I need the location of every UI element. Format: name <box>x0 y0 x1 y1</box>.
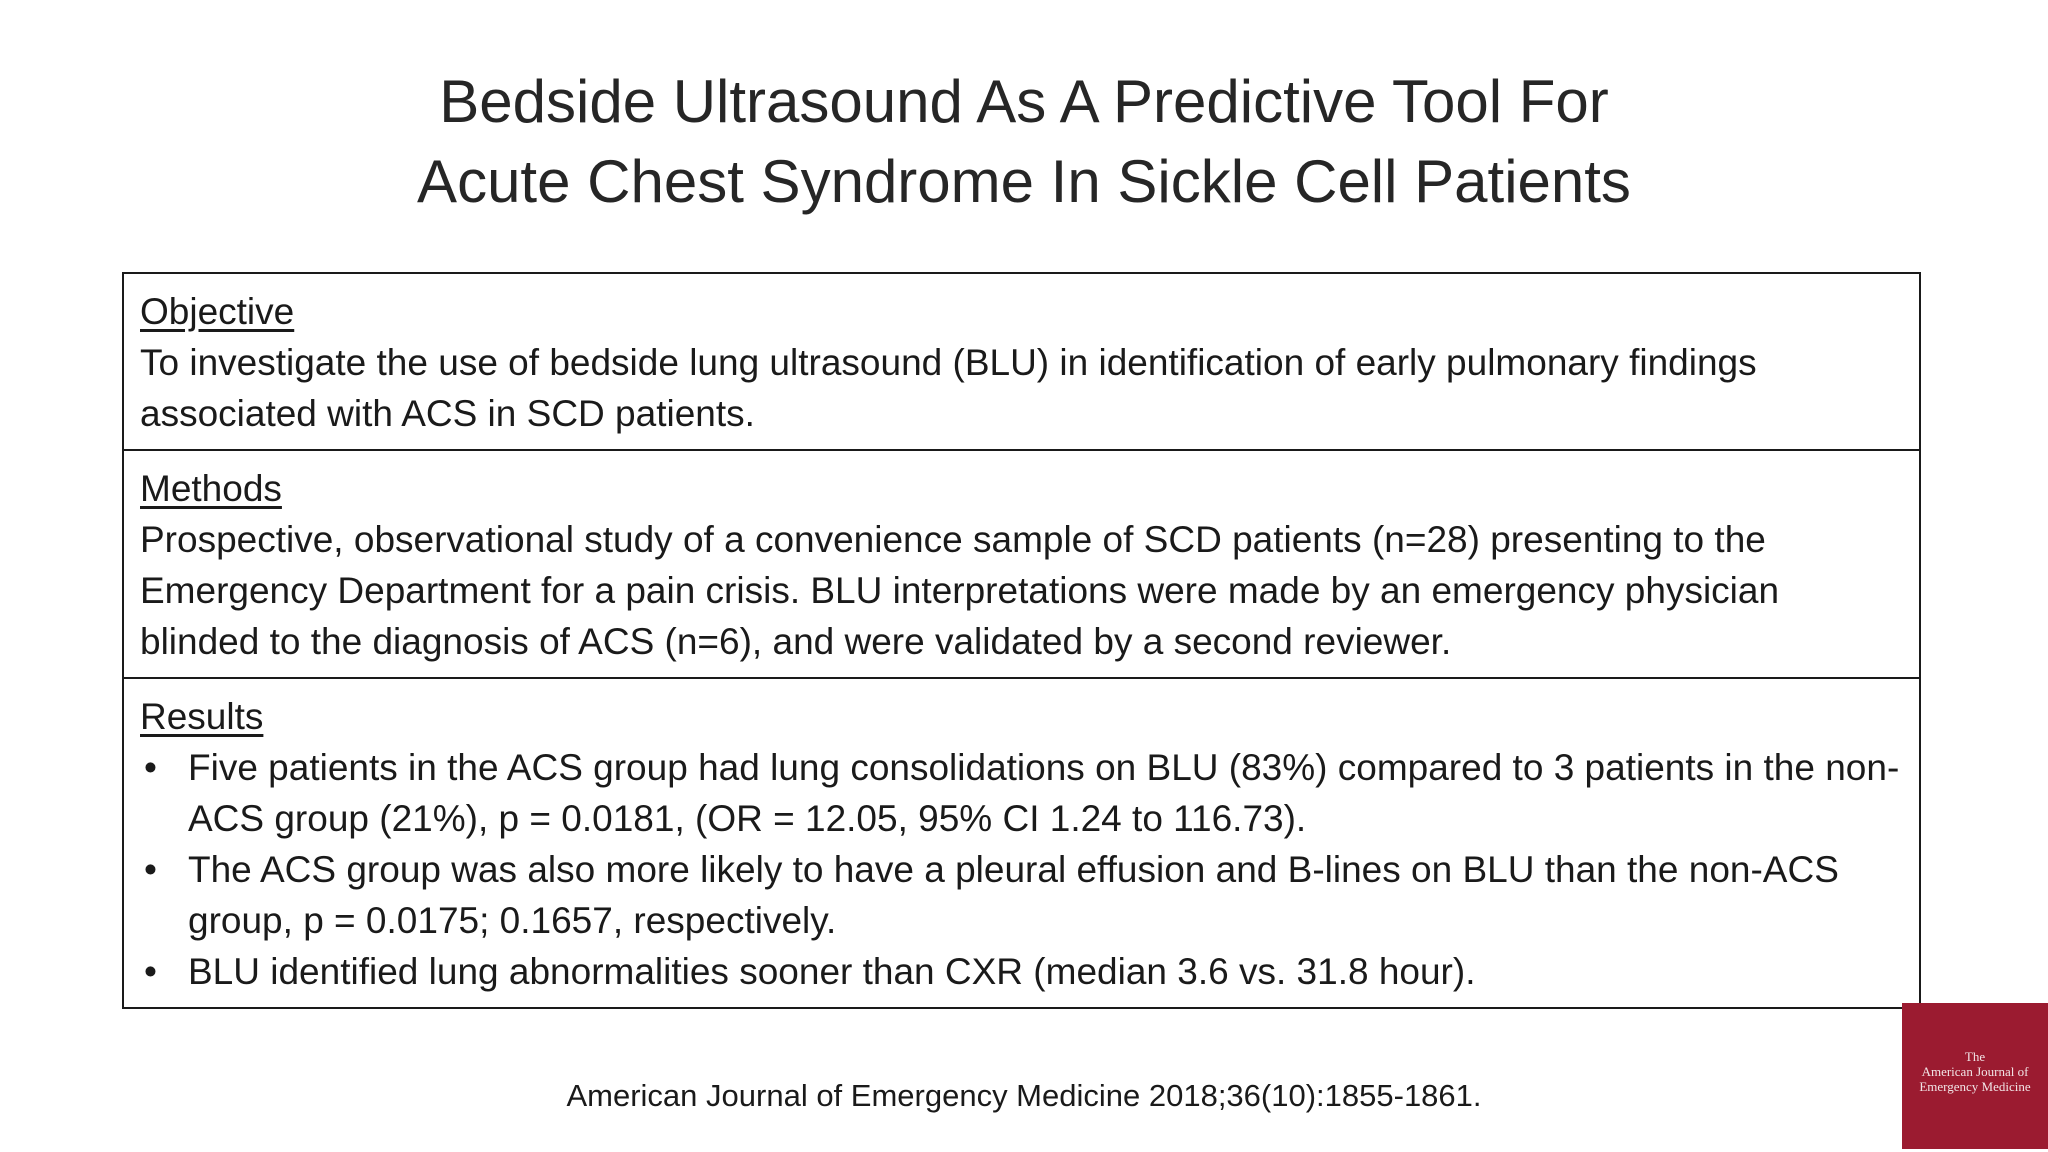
results-heading: Results <box>140 696 264 737</box>
results-item <box>140 742 1903 844</box>
results-item-text: Five patients in the ACS group had lung consolidations on BLU (83%) compared to 3 patients in the non-ACS group (21%), p = 0.0181, (OR = 12.05, 95% CI 1.24 to 116.73). <box>188 747 1900 839</box>
results-section <box>124 677 1919 1007</box>
bullet-icon: • <box>144 849 157 890</box>
citation: American Journal of Emergency Medicine 2018;36(10):1855-1861. <box>566 1078 1482 1113</box>
journal-logo <box>1902 1003 2048 1149</box>
objective-section <box>124 274 1919 449</box>
results-item-text: The ACS group was also more likely to have a pleural effusion and B-lines on BLU than the non-ACS group, p = 0.0175; 0.1657, respectively. <box>188 849 1839 941</box>
slide-title <box>0 62 2048 222</box>
results-item-text: BLU identified lung abnormalities sooner than CXR (median 3.6 vs. 31.8 hour). <box>188 951 1476 992</box>
summary-table <box>122 272 1921 1009</box>
journal-logo-line-2: American Journal of <box>1921 1064 2029 1079</box>
methods-section <box>124 449 1919 677</box>
results-item <box>140 946 1903 997</box>
slide-title-line-2: Acute Chest Syndrome In Sickle Cell Patients <box>417 148 1631 215</box>
results-item <box>140 844 1903 946</box>
journal-logo-line-3: Emergency Medicine <box>1919 1079 2031 1094</box>
methods-text: Prospective, observational study of a convenience sample of SCD patients (n=28) presenting to the Emergency Department for a pain crisis. BLU interpretations were made by an emergency physician blinded to the diagnosis of ACS (n=6), and were validated by a second reviewer. <box>140 519 1780 662</box>
methods-heading: Methods <box>140 468 282 509</box>
bullet-icon: • <box>144 951 157 992</box>
bullet-icon: • <box>144 747 157 788</box>
objective-text: To investigate the use of bedside lung ultrasound (BLU) in identification of early pulmonary findings associated with ACS in SCD patients. <box>140 342 1757 434</box>
objective-heading: Objective <box>140 291 295 332</box>
results-list <box>140 742 1903 997</box>
journal-logo-line-1: The <box>1964 1049 1986 1064</box>
slide-title-line-1: Bedside Ultrasound As A Predictive Tool For <box>439 68 1609 135</box>
